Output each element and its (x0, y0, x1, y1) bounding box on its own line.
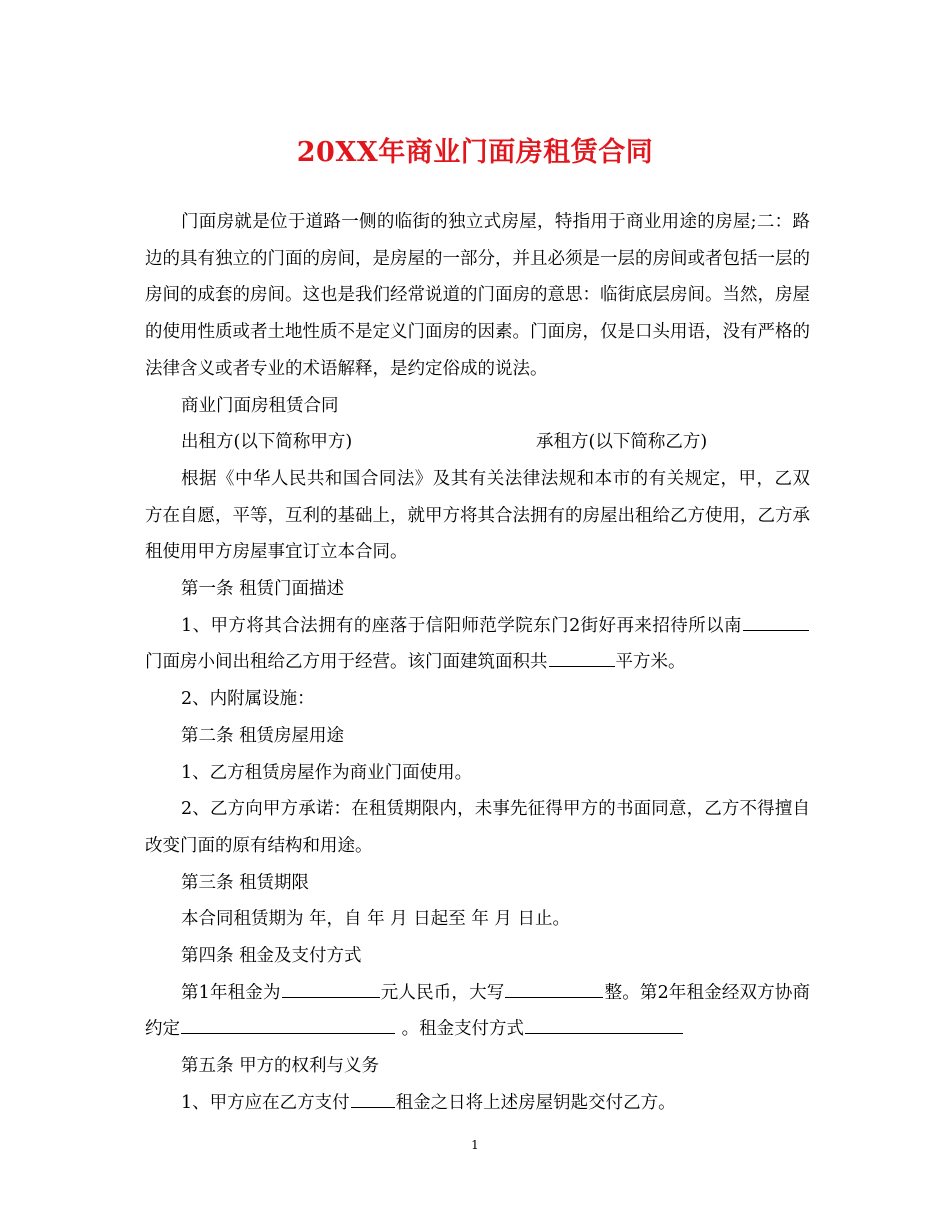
blank-line (743, 610, 809, 631)
parties-line (145, 424, 810, 461)
article4-heading: 第四条 租金及支付方式 (181, 946, 362, 967)
article1-item1-text: 1、甲方将其合法拥有的座落于信阳师范学院东门2街好再来招待所以南 (181, 615, 742, 636)
article4-text-b: 元人民币，大写 (380, 982, 505, 1003)
article5-item1-text-b: 租金之日将上述房屋钥匙交付乙方。 (395, 1092, 676, 1113)
blank-line (181, 1013, 395, 1034)
article3-heading: 第三条 租赁期限 (181, 872, 310, 893)
blank-line (351, 1087, 395, 1108)
preamble-paragraph: 根据《中华人民共和国合同法》及其有关法律法规和本市的有关规定，甲，乙双方在自愿，平等，互利的基础上，就甲方将其合法拥有的房屋出租给乙方使用，乙方承租使用甲方房屋事宜订立本合同。 (145, 468, 810, 563)
article5-item1-text-a: 1、甲方应在乙方支付 (181, 1092, 350, 1113)
blank-line (549, 646, 615, 667)
article5-item1 (145, 1085, 810, 1122)
lessee-label: 承租方(以下简称乙方) (536, 432, 708, 453)
article2-item2: 2、乙方向甲方承诺：在租赁期限内，未事先征得甲方的书面同意，乙方不得擅自改变门面的原有结构和用途。 (145, 799, 810, 856)
article1-item1 (145, 608, 810, 681)
document-title: 20XX年商业门面房租赁合同 (296, 137, 654, 168)
article1-item2: 2、内附属设施： (181, 689, 315, 710)
article1-item1-text-b: 门面房小间出租给乙方用于经营。该门面建筑面积共 (145, 652, 548, 673)
blank-line (525, 1013, 683, 1034)
article2-heading: 第二条 租赁房屋用途 (181, 725, 345, 746)
page-number: 1 (471, 1138, 479, 1152)
blank-line (505, 977, 603, 998)
article1-heading: 第一条 租赁门面描述 (181, 579, 345, 600)
article1-item1-text-c: 平方米。 (615, 652, 686, 673)
article3-text: 本合同租赁期为 年，自 年 月 日起至 年 月 日止。 (181, 909, 570, 930)
article4-text-a: 第1年租金为 (181, 982, 281, 1003)
contract-title: 商业门面房租赁合同 (181, 395, 339, 416)
article5-heading: 第五条 甲方的权利与义务 (181, 1056, 380, 1077)
intro-paragraph: 门面房就是位于道路一侧的临街的独立式房屋，特指用于商业用途的房屋;二：路边的具有独立的门面的房间，是房屋的一部分，并且必须是一层的房间或者包括一层的房间的成套的房间。这也是我们经常说道的门面房的意思：临街底层房间。当然，房屋的使用性质或者土地性质不是定义门面房的因素。门面房，仅是口头用语，没有严格的法律含义或者专业的术语解释，是约定俗成的说法。 (145, 212, 810, 379)
article4-text-c: 整。第2年租金经双方协商约定 (145, 982, 811, 1040)
document-body (145, 204, 810, 1122)
lessor-label: 出租方(以下简称甲方) (181, 432, 353, 453)
article4-text (145, 975, 810, 1048)
article2-item1: 1、乙方租赁房屋作为商业门面使用。 (181, 762, 473, 783)
article4-text-d: 。租金支付方式 (396, 1019, 525, 1040)
blank-line (282, 977, 380, 998)
